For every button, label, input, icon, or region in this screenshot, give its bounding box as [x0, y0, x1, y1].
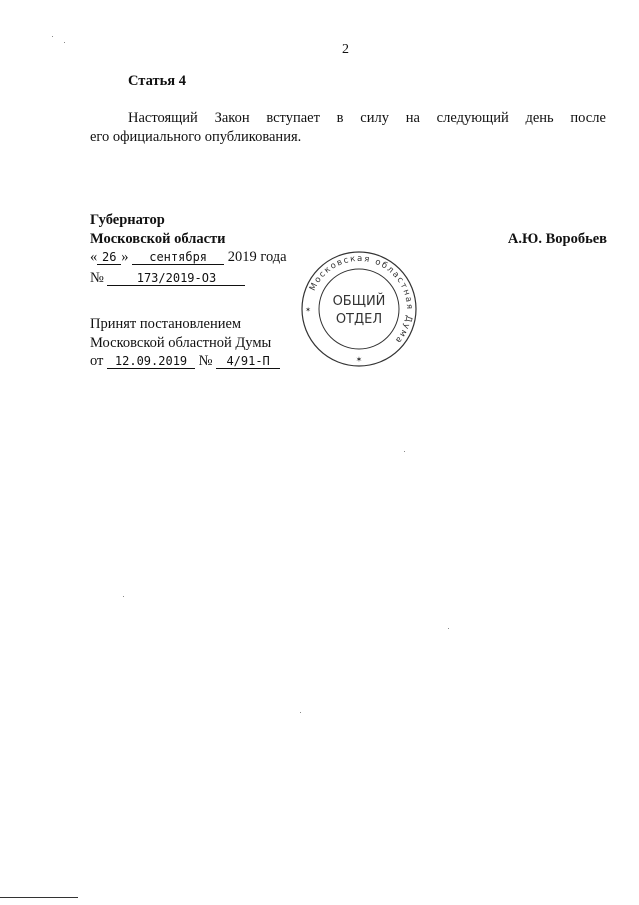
stamp-seal [300, 250, 418, 368]
governor-name: А.Ю. Воробьев [507, 231, 607, 247]
body-word: Настоящий [128, 110, 198, 126]
signing-date-line [90, 249, 287, 266]
stamp-star: ✶ [305, 306, 311, 314]
page-number: 2 [342, 42, 349, 57]
stamp-ring-text: Московская областная Дума [307, 253, 415, 346]
body-word: вступает [266, 110, 320, 126]
adoption-line-1: Принят постановлением [90, 316, 242, 332]
footer-rule [0, 897, 78, 898]
scan-speck [123, 596, 124, 597]
scan-speck [64, 42, 65, 43]
signing-day: 26 [97, 250, 121, 265]
adoption-number: 4/91-П [216, 354, 280, 369]
article-title: Статья 4 [128, 73, 186, 89]
law-number-line [90, 270, 245, 287]
body-word: на [405, 110, 420, 126]
scan-speck [52, 36, 53, 37]
governor-region: Московской области [90, 231, 226, 247]
close-quote: » [121, 249, 129, 265]
article-body-line-1 [128, 110, 606, 127]
signing-month: сентября [132, 250, 224, 265]
scan-speck [300, 712, 301, 713]
body-word: день [525, 110, 554, 126]
adoption-number-label: № [198, 353, 213, 369]
governor-title: Губернатор [90, 212, 165, 228]
adoption-date: 12.09.2019 [107, 354, 195, 369]
number-label: № [90, 270, 104, 286]
adoption-date-line [90, 353, 280, 370]
body-word: Закон [214, 110, 250, 126]
body-word: после [570, 110, 606, 126]
stamp-center-line-1: ОБЩИЙ [332, 294, 386, 309]
adoption-line-2: Московской областной Думы [90, 335, 272, 351]
body-word: силу [360, 110, 389, 126]
body-word: следующий [436, 110, 509, 126]
open-quote: « [90, 249, 98, 265]
stamp-center-line-2: ОТДЕЛ [335, 312, 383, 327]
scan-speck [404, 451, 405, 452]
from-label: от [90, 353, 104, 369]
stamp-star: ✶ [355, 355, 363, 364]
scan-speck [448, 628, 449, 629]
body-word: в [336, 110, 344, 126]
law-number: 173/2019-ОЗ [107, 271, 245, 286]
signing-year: 2019 года [227, 249, 287, 265]
article-body-line-2: его официального опубликования. [90, 129, 302, 145]
